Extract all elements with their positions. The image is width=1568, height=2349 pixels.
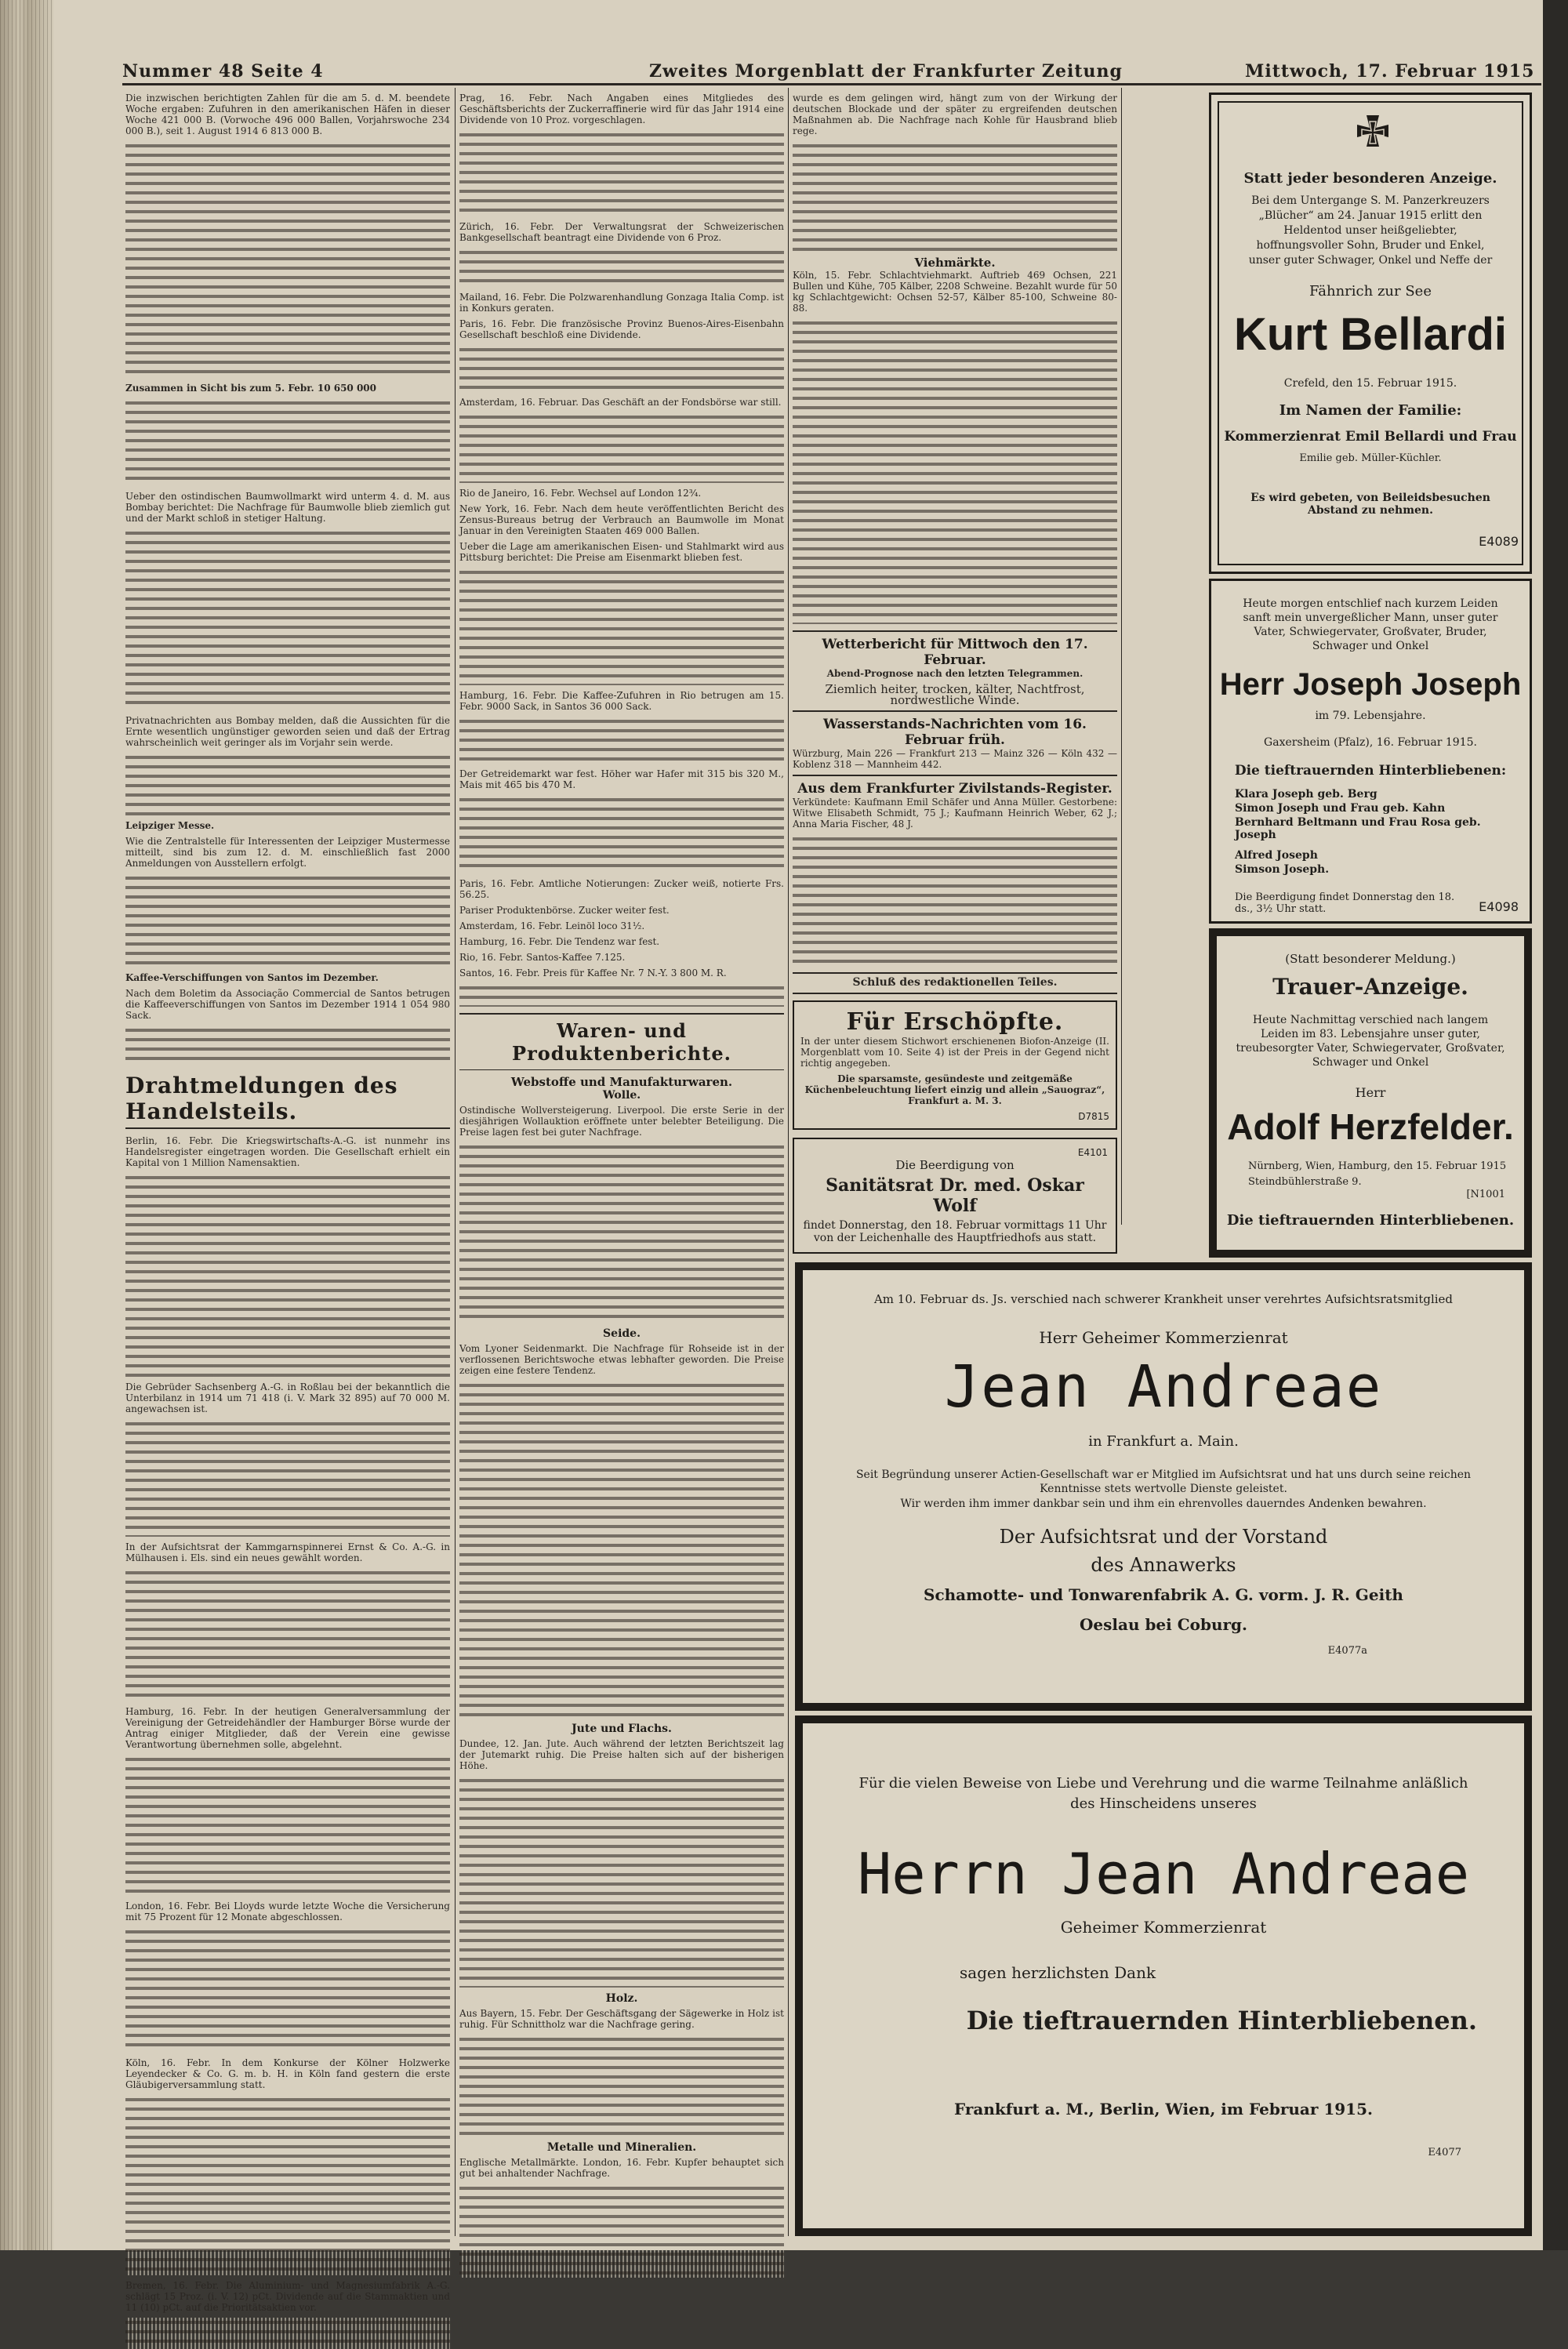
ad-intro: Die Beerdigung von	[895, 1158, 1014, 1172]
water-text: Würzburg, Main 226 — Frankfurt 213 — Mainz 326 — Köln 432 — Koblenz 318 — Mannheim 442.	[793, 748, 1117, 770]
column-divider	[788, 88, 789, 2236]
ad-title: Für Erschöpfte.	[846, 1008, 1064, 1036]
text-block	[125, 1026, 450, 1065]
article-text: Köln, 15. Febr. Schlachtviehmarkt. Auftrieb 469 Ochsen, 221 Bullen und Kühe, 705 Kälber, 2208 Schweine. Bezahlt wurde für 50 kg Schlachtgewicht: Ochsen 52-57, Kälber 85-100, Schweine 80-88.	[793, 270, 1117, 314]
article-text: Hamburg, 16. Febr. Die Kaffee-Zufuhren in Rio betrugen am 15. Febr. 9000 Sack, in Santos 36 000 Sack.	[459, 690, 784, 712]
ad-text: findet Donnerstag, den 18. Februar vormittags 11 Uhr von der Leichenhalle des Hauptfriedhofs aus statt.	[803, 1219, 1107, 1244]
signer: Der Aufsichtsrat und der Vorstand	[999, 1526, 1328, 1548]
text-block	[125, 2095, 450, 2275]
ad-joseph	[1209, 579, 1532, 924]
page-edge	[1543, 0, 1568, 2250]
subsection-heading: Holz.	[605, 1992, 638, 2005]
ad-code: E4098	[1479, 899, 1519, 914]
address: Steindbühlerstraße 9.	[1248, 1176, 1362, 1188]
ad-intro: Für die vielen Beweise von Liebe und Verehrung und die warme Teilnahme anläßlich des Hinscheidens unseres	[858, 1775, 1468, 1812]
ad-title: Herr Geheimer Kommerzienrat	[1039, 1328, 1288, 1347]
signer: des Annawerks	[1091, 1554, 1236, 1576]
subsection-heading: Seide.	[603, 1327, 641, 1340]
text-block	[459, 983, 784, 1007]
text-block	[793, 141, 1117, 251]
text-block	[459, 412, 784, 483]
article-text: Nach dem Boletim da Associação Commercial de Santos betrugen die Kaffeeverschiffungen von Santos im Dezember 1914 1 054 980 Sack.	[125, 988, 450, 1021]
header-center: Zweites Morgenblatt der Frankfurter Zeitung	[649, 61, 1123, 82]
mourner: Bernhard Beltmann und Frau Rosa geb. Joseph	[1235, 816, 1481, 841]
ad-code: [N1001	[1466, 1189, 1505, 1200]
ad-andreae-thanks	[795, 1715, 1532, 2236]
text-block	[459, 2184, 784, 2278]
article-heading: Leipziger Messe.	[125, 820, 215, 831]
ad-code: E4089	[1479, 534, 1519, 549]
article-text: wurde es dem gelingen wird, hängt zum von der Wirkung der deutschen Blockade und der später zu ergreifenden deutschen Maßnahmen ab. Die Nachfrage nach Kohle für Hausbrand blieb rege.	[793, 93, 1117, 136]
section-rule	[793, 630, 1117, 632]
article-text: Rio de Janeiro, 16. Febr. Wechsel auf London 12¾.	[459, 488, 702, 499]
article-text: Die Gebrüder Sachsenberg A.-G. in Roßlau bei der bekanntlich die Unterbilanz in 1914 um 71 418 (i. V. Mark 32 895) auf 70 000 M. angewachsen ist.	[125, 1381, 450, 1414]
article-text: Amsterdam, 16. Febr. Leinöl loco 31½.	[459, 920, 645, 931]
article-text: Mailand, 16. Febr. Die Polzwarenhandlung Gonzaga Italia Comp. ist in Konkurs geraten.	[459, 292, 784, 314]
age: im 79. Lebensjahre.	[1315, 710, 1426, 722]
mourners: Die tieftrauernden Hinterbliebenen.	[966, 2006, 1477, 2035]
article-text: Paris, 16. Febr. Amtliche Notierungen: Zucker weiß, notierte Frs. 56.25.	[459, 878, 784, 900]
article-text: Ueber die Lage am amerikanischen Eisen- und Stahlmarkt wird aus Pittsburg berichtet: Die Preise am Eisenmarkt blieben fest.	[459, 541, 784, 563]
mourner: Alfred Joseph	[1235, 849, 1318, 862]
text-block	[125, 753, 450, 815]
signer: Schamotte- und Tonwarenfabrik A. G. vorm. J. R. Geith	[924, 1585, 1403, 1604]
article-text: Paris, 16. Febr. Die französische Provinz Buenos-Aires-Eisenbahn Gesellschaft beschloß eine Dividende.	[459, 318, 784, 340]
ad-text: Heute morgen entschlief nach kurzem Leiden sanft mein unvergeßlicher Mann, unser guter Vater, Schwiegervater, Großvater, Bruder, Schwager und Onkel	[1243, 597, 1498, 652]
subsection-heading: Metalle und Mineralien.	[546, 2141, 697, 2154]
column-divider	[1121, 88, 1122, 1225]
book-binding	[0, 0, 53, 2250]
article-text: Rio, 16. Febr. Santos-Kaffee 7.125.	[459, 952, 626, 963]
section-heading: Waren- und Produktenberichte.	[512, 1019, 731, 1065]
newspaper-sheet	[53, 0, 1543, 2313]
text-block	[459, 717, 784, 764]
ad-text: Bei dem Untergange S. M. Panzerkreuzers „Blücher“ am 24. Januar 1915 erlitt den Heldentod unser heißgeliebter, hoffnungsvoller Sohn, Bruder und Enkel, unser guter Schwager, Onkel und Neffe der	[1248, 194, 1493, 267]
header-rule	[122, 83, 1541, 85]
table-title: Zusammen in Sicht bis zum 5. Febr. 10 650 000	[125, 383, 377, 394]
water-heading: Wasserstands-Nachrichten vom 16. Februar früh.	[823, 717, 1087, 748]
mourners-list	[1235, 786, 1514, 877]
article-text: Der Getreidemarkt war fest. Höher war Hafer mit 315 bis 320 M., Mais mit 465 bis 470 M.	[459, 768, 784, 790]
article-text: Köln, 16. Febr. In dem Konkurse der Kölner Holzwerke Leyendecker & Co. G. m. b. H. in Köln fand gestern die erste Gläubigerversammlung statt.	[125, 2057, 450, 2090]
right-text-column	[793, 93, 1117, 1244]
deceased-name: Herrn Jean Andreae	[857, 1841, 1470, 1907]
article-text: Hamburg, 16. Febr. Die Tendenz war fest.	[459, 936, 660, 947]
ad-place: in Frankfurt a. Main.	[1088, 1433, 1239, 1450]
text-block	[459, 248, 784, 287]
place-date: Gaxersheim (Pfalz), 16. Februar 1915.	[1264, 736, 1477, 749]
text-block	[459, 795, 784, 873]
ad-code: E4077	[1428, 2147, 1461, 2158]
iron-cross-icon	[1351, 114, 1395, 158]
text-block	[459, 1776, 784, 1988]
article-text: London, 16. Febr. Bei Lloyds wurde letzte Woche die Versicherung mit 75 Prozent für 12 Monate abgeschlossen.	[125, 1901, 450, 1922]
ad-intro: Am 10. Februar ds. Js. verschied nach schwerer Krankheit unser verehrtes Aufsichtsratsmitglied	[873, 1292, 1454, 1306]
ad-code: D7815	[1078, 1111, 1109, 1122]
ad-text: Heute Nachmittag verschied nach langem Leiden im 83. Lebensjahre unser guter, treubesorgter Vater, Schwiegervater, Großvater, Schwager und Onkel	[1236, 1014, 1505, 1069]
header-left: Nummer 48 Seite 4	[122, 61, 324, 82]
register-heading: Aus dem Frankfurter Zivilstands-Register.	[797, 781, 1112, 797]
article-text: Dundee, 12. Jan. Jute. Auch während der letzten Berichtszeit lag der Jutemarkt ruhig. Die Preise halten sich auf der bisherigen Höhe.	[459, 1738, 784, 1771]
middle-column	[459, 93, 784, 2233]
article-text: Berlin, 16. Febr. Die Kriegswirtschafts-A.-G. ist nunmehr ins Handelsregister eingetragen worden. Die Gesellschaft erhielt ein Kapital von 1 Million Namensaktien.	[125, 1135, 450, 1168]
ad-text: Wir werden ihm immer dankbar sein und ihm ein ehrenvolles dauerndes Andenken bewahren.	[900, 1498, 1427, 1510]
article-text: Prag, 16. Febr. Nach Angaben eines Mitgliedes des Geschäftsberichts der Zuckerraffinerie wird für das Jahr 1914 eine Dividende von 10 Proz. vorgeschlagen.	[459, 93, 784, 125]
ad-text: Seit Begründung unserer Actien-Gesellschaft war er Mitglied im Aufsichtsrat und hat uns durch seine reichen Kenntnisse stets wertvolle Dienste geleistet.	[855, 1469, 1472, 1495]
weather-heading: Wetterbericht für Mittwoch den 17. Februar.	[822, 637, 1088, 668]
text-block	[459, 568, 784, 685]
text-block	[125, 1419, 450, 1537]
subsection-heading: Jute und Flachs.	[572, 1723, 672, 1735]
ad-title: Geheimer Kommerzienrat	[1060, 1918, 1267, 1937]
section-rule	[459, 1069, 784, 1070]
article-text: Zürich, 16. Febr. Der Verwaltungsrat der Schweizerischen Bankgesellschaft beantragt eine Dividende von 6 Proz.	[459, 221, 784, 243]
section-heading: Drahtmeldungen des Handelsteils.	[125, 1073, 398, 1124]
weather-subheading: Abend-Prognose nach den letzten Telegrammen.	[826, 668, 1083, 679]
ad-herzfelder	[1209, 928, 1532, 1258]
article-text: Ostindische Wollversteigerung. Liverpool. Die erste Serie in der diesjährigen Wollauktion eröffnete unter belebter Beteiligung. Die Preise lagen fest bei guter Nachfrage.	[459, 1105, 784, 1138]
text-block	[459, 130, 784, 216]
family-intro: Im Namen der Familie:	[1279, 402, 1462, 419]
article-text: Englische Metallmärkte. London, 16. Febr. Kupfer behauptet sich gut bei anhaltender Nachfrage.	[459, 2157, 784, 2179]
article-text: Bremen, 16. Febr. Die Aluminium- und Magnesiumfabrik A.-G. schlägt 15 Proz. (i. V. 12) pCt. Dividende auf die Stammaktien und 11 (10) pCt. auf die Prioritätsaktien vor.	[125, 2280, 450, 2313]
text-block	[125, 1173, 450, 1377]
column-divider	[455, 88, 456, 2236]
ad-code: E4077a	[1327, 1645, 1367, 1657]
rank: Fähnrich zur See	[1309, 283, 1432, 300]
subsection-heading: Wolle.	[602, 1089, 641, 1102]
mourners-heading: Die tieftrauernden Hinterbliebenen:	[1234, 763, 1507, 779]
article-text: Santos, 16. Febr. Preis für Kaffee Nr. 7 N.-Y. 3 800 M. R.	[459, 968, 727, 978]
subsection-heading: Viehmärkte.	[914, 256, 996, 270]
section-rule	[793, 972, 1117, 974]
article-text: Verkündete: Kaufmann Emil Schäfer und Anna Müller. Gestorbene: Witwe Elisabeth Schmidt, 75 J.; Kaufmann Heinrich Weber, 62 J.; Anna Maria Fischer, 48 J.	[793, 797, 1117, 830]
ad-title: Trauer-Anzeige.	[1272, 974, 1468, 1000]
ad-bellardi	[1209, 93, 1532, 574]
article-text: Ueber den ostindischen Baumwollmarkt wird unterm 4. d. M. aus Bombay berichtet: Die Nachfrage für Baumwolle blieb ziemlich gut und der Markt schloß in stetiger Haltung.	[125, 491, 450, 524]
article-text: New York, 16. Febr. Nach dem heute veröffentlichten Bericht des Zensus-Bureaus betrug der Verbrauch an Baumwolle im Monat Januar in den Vereinigten Staaten 469 000 Ballen.	[459, 503, 784, 536]
header-right: Mittwoch, 17. Februar 1915	[1245, 61, 1535, 82]
ad-code: E4101	[1077, 1147, 1108, 1158]
statistics-table	[125, 528, 450, 709]
signer: Oeslau bei Coburg.	[1079, 1615, 1247, 1634]
text-block	[125, 2318, 450, 2349]
text-block	[459, 1142, 784, 1323]
article-text: Aus Bayern, 15. Febr. Der Geschäftsgang der Sägewerke in Holz ist ruhig. Für Schnittholz war die Nachfrage gering.	[459, 2008, 784, 2030]
text-block	[793, 318, 1117, 624]
ad-andreae-annawerk	[795, 1262, 1532, 1711]
mourner: Simson Joseph.	[1235, 863, 1330, 876]
text-block	[125, 1755, 450, 1896]
article-text: Pariser Produktenbörse. Zucker weiter fest.	[459, 905, 670, 916]
subsection-heading: Webstoffe und Manufakturwaren.	[510, 1075, 733, 1089]
section-rule	[793, 775, 1117, 776]
ad-intro: (Statt besonderer Meldung.)	[1285, 952, 1456, 966]
deceased-name: Adolf Herzfelder.	[1227, 1106, 1514, 1147]
deceased-name: Jean Andreae	[944, 1353, 1383, 1421]
place-date: Crefeld, den 15. Februar 1915.	[1283, 377, 1457, 390]
text-block	[125, 873, 450, 968]
deceased-name: Kurt Bellardi	[1233, 309, 1508, 360]
mourner: Klara Joseph geb. Berg	[1235, 788, 1377, 801]
text-block	[459, 2035, 784, 2137]
article-text: Die inzwischen berichtigten Zahlen für die am 5. d. M. beendete Woche ergaben: Zufuhren in den amerikanischen Häfen in dieser Woche 421 000 B. (Vorwoche 496 000 Ballen, Vorjahrswoche 234 000 B.), seit 1. August 1914 6 813 000 B.	[125, 93, 450, 136]
text-block	[125, 141, 450, 376]
place-date: Nürnberg, Wien, Hamburg, den 15. Februar 1915	[1248, 1160, 1507, 1172]
ad-text: In der unter diesem Stichwort erschienenen Biofon-Anzeige (II. Morgenblatt vom 10. Seite 4) ist der Preis in der Gegend nicht richtig angegeben.	[800, 1036, 1109, 1069]
ad-wolf	[793, 1138, 1117, 1254]
text-block	[793, 834, 1117, 968]
section-rule	[459, 1013, 784, 1015]
editorial-end: Schluß des redaktionellen Teiles.	[852, 976, 1058, 989]
deceased-name: Herr Joseph Joseph	[1219, 667, 1522, 702]
ad-erschoepfte	[793, 1000, 1117, 1130]
article-text: Hamburg, 16. Febr. In der heutigen Generalversammlung der Vereinigung der Getreidehändler der Hamburger Börse wurde der Antrag einiger Mitglieder, daß der Verein eine gewisse Verantwortung übernehmen solle, abgelehnt.	[125, 1706, 450, 1750]
article-text: Privatnachrichten aus Bombay melden, daß die Aussichten für die Ernte wesentlich ungünstiger geworden seien und daß der Ertrag wahrscheinlich weit geringer als im Vorjahr sein werde.	[125, 715, 450, 748]
text-block	[125, 1927, 450, 2053]
ad-note: Es wird gebeten, von Beileidsbesuchen Abstand zu nehmen.	[1250, 492, 1490, 517]
section-rule	[125, 1127, 450, 1129]
article-heading: Kaffee-Verschiffungen von Santos im Dezember.	[125, 972, 379, 983]
family-name: Emilie geb. Müller-Küchler.	[1299, 452, 1442, 464]
deceased-name: Sanitätsrat Dr. med. Oskar Wolf	[826, 1175, 1084, 1216]
weather-text: Ziemlich heiter, trocken, kälter, Nachtfrost, nordwestliche Winde.	[825, 682, 1085, 707]
text-block	[459, 1381, 784, 1718]
article-text: Wie die Zentralstelle für Interessenten der Leipziger Mustermesse mitteilt, sind bis zum 12. d. M. einschließlich fast 2000 Anmeldungen von Ausstellern erfolgt.	[125, 836, 450, 869]
section-rule	[793, 710, 1117, 712]
article-text: In der Aufsichtsrat der Kammgarnspinnerei Ernst & Co. A.-G. in Mülhausen i. Els. sind ein neues gewählt worden.	[125, 1541, 450, 1563]
mourners: Die tieftrauernden Hinterbliebenen.	[1226, 1212, 1515, 1229]
ad-slogan: Die sparsamste, gesündeste und zeitgemäße Küchenbeleuchtung liefert einzig und allein „Sauograz“, Frankfurt a. M. 3.	[804, 1073, 1105, 1106]
text-block	[125, 1568, 450, 1701]
ad-herr: Herr	[1355, 1085, 1386, 1100]
family-name: Kommerzienrat Emil Bellardi und Frau	[1224, 429, 1517, 445]
statistics-table	[125, 398, 450, 485]
mourner: Simon Joseph und Frau geb. Kahn	[1235, 802, 1446, 815]
ad-thanks: sagen herzlichsten Dank	[960, 1963, 1156, 1982]
section-rule	[793, 993, 1117, 994]
left-column	[125, 93, 450, 2313]
text-block	[459, 345, 784, 392]
place-date: Frankfurt a. M., Berlin, Wien, im Februar 1915.	[954, 2100, 1373, 2118]
article-text: Amsterdam, 16. Februar. Das Geschäft an der Fondsbörse war still.	[459, 397, 782, 408]
article-text: Vom Lyoner Seidenmarkt. Die Nachfrage für Rohseide ist in der verflossenen Berichtswoche etwas lebhafter geworden. Die Preise zeigen eine festere Tendenz.	[459, 1343, 784, 1376]
ad-intro: Statt jeder besonderen Anzeige.	[1243, 170, 1497, 187]
funeral-note: Die Beerdigung findet Donnerstag den 18. ds., 3½ Uhr statt.	[1235, 891, 1455, 915]
